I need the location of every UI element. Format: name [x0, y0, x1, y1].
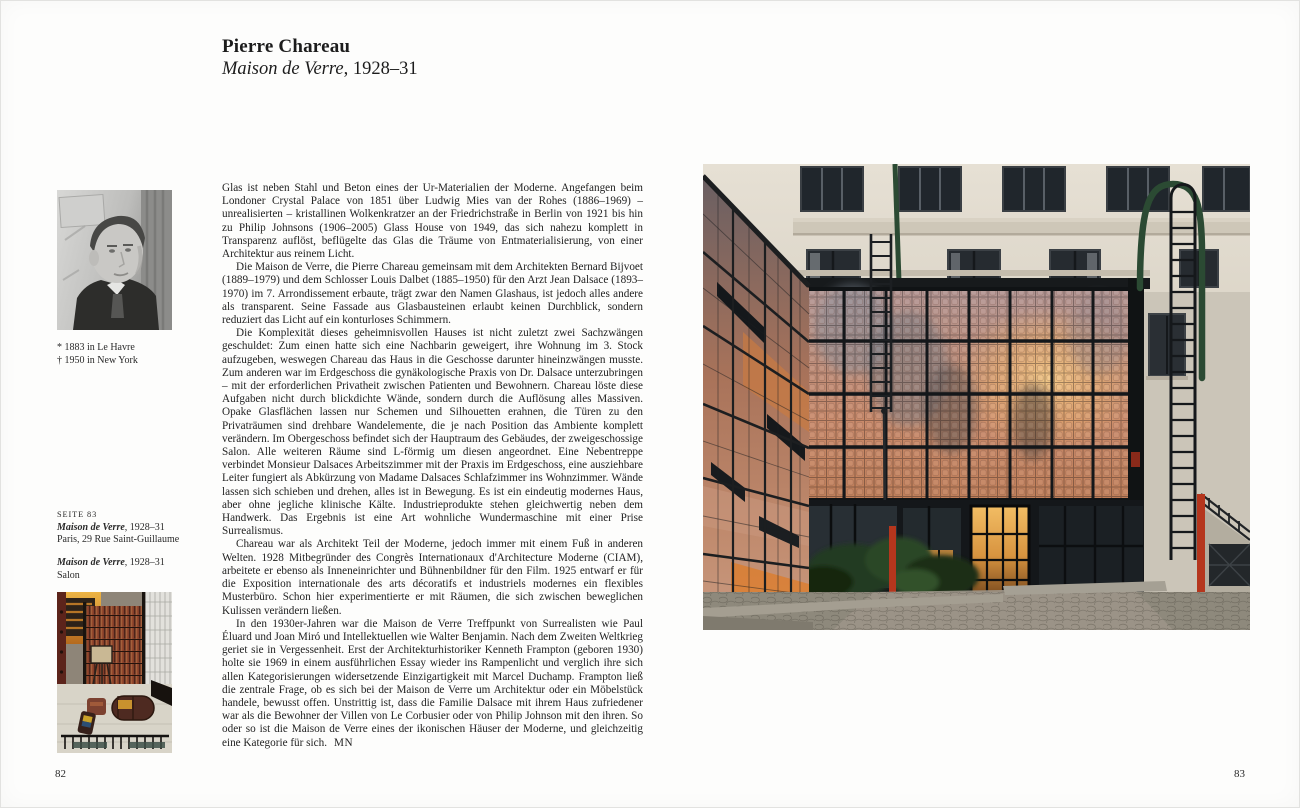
death-line: † 1950 in New York	[57, 355, 138, 366]
author-initials: MN	[334, 736, 354, 749]
architect-name: Pierre Chareau	[222, 36, 351, 57]
essay-text	[222, 182, 643, 750]
caption-title-line: Maison de Verre, 1928–31	[57, 521, 165, 533]
facade-photo-maison-de-verre	[703, 164, 1250, 630]
work-dates: , 1928–31	[343, 59, 418, 79]
paragraph: In den 1930er-Jahren war die Maison de Verre Treffpunkt von Surrealisten wie Paul Éluard und Joan Miró und Intellektuellen wie Walter Benjamin. Nach dem Zweiten Weltkrieg geriet sie in Vergessenheit. Erst der Architekturhistoriker Kenneth Frampton (geboren 1930) holte sie 1969 in einem ausführlichen Essay wieder ins Rampenlicht und verglich ihre sich allen Kategorisierungen widersetzende Einzigartigkeit mit Marcel Duchamp. Frampton ließ die zentrale Frage, ob es sich bei der Maison de Verre um Architektur oder ein Möbelstück handele, bewusst offen. Unstrittig ist, dass die Familie Dalsace mit ihrem Haus zufriedener war als die Bewohner der Villen von Le Corbusier oder von Philip Johnson mit den ihren. So oder so ist die Maison de Verre eines der ikonischen Häuser der Moderne, und gleichzeitig eine Kategorie für sich. MN	[222, 617, 643, 749]
entrance-door	[971, 506, 1029, 596]
caption-page-ref: SEITE 83	[57, 510, 98, 519]
portrait-photo-pierre-chareau	[57, 190, 172, 330]
work-title: Maison de Verre	[222, 59, 344, 79]
birth-line: * 1883 in Le Havre	[57, 342, 135, 353]
glass-block-wall	[796, 278, 1150, 500]
page-number-right: 83	[1234, 768, 1245, 780]
paragraph: Die Maison de Verre, die Pierre Chareau gemeinsam mit dem Architekten Bernard Bijvoet (1889–1979) und dem Schlosser Louis Dalbet (1885–1950) für den Arzt Jean Dalsace (1893–1970) im 7. Arrondissement erbaute, trägt zwar den Namen Glashaus, ist jedoch alles andere als transparent. Seine Fassade aus Glasbausteinen erlaubt keinen Durchblick, sondern reduziert das Licht auf ein konturloses Schimmern.	[222, 261, 643, 327]
chapter-header	[222, 36, 642, 80]
caption-facade	[57, 509, 179, 547]
caption-salon	[57, 557, 165, 582]
artist-life-dates	[57, 341, 138, 367]
caption-location: Paris, 29 Rue Saint-Guillaume	[57, 534, 180, 545]
paragraph: Chareau war als Architekt Teil der Moderne, jedoch immer mit einem Fuß in anderen Welten. 1928 Mitbegründer des Congrès Internationaux d'Architecture Moderne (CIAM), arbeitete er ebenso als Inneneinrichter und Bühnenbildner für den Film. 1925 entwarf er für die Exposition internationale des arts décoratifs et industriels modernes ein flexibles Musterbüro. Schon hier experimentierte er mit Räumen, die sich zwischen beweglichen Kulissen verändern ließen.	[222, 538, 643, 617]
caption-title-line: Maison de Verre, 1928–31	[57, 557, 165, 568]
paragraph: Die Komplexität dieses geheimnisvollen Hauses ist nicht zuletzt zwei Sachzwängen geschuldet: Zum einen hatte sich eine Nachbarin geweigert, ihre Wohnung im 3. Stock aufzugeben, weswegen Chareau das Haus in die Geschosse darunter hineinzwängen musste. Zum anderen war im Erdgeschoss die gynäkologische Praxis von Dr. Dalsace unterzubringen – mit der erforderlichen Privatheit zwischen Patienten und Bewohnern. Chareau löste diese Aufgaben nicht durch blickdichte Wände, sondern durch die Auflösung alles Massiven. Opake Glasflächen lassen nur Schemen und Silhouetten erahnen, die Türen zu den Privaträumen sind drehbare Wandelemente, die je nach Position das Ambiente komplett verändern. Im Obergeschoss befindet sich der Hauptraum des Gebäudes, der zweigeschossige Salon. Alle weiteren Räume sind L-förmig um diesen angeordnet. Eine Nebentreppe verbindet Monsieur Dalsaces Arbeitszimmer mit der Praxis im Erdgeschoss, eine ausziehbare Leiter fungiert als Abkürzung von Madame Dalsaces Schlafzimmer ins Wohnzimmer. Wände lassen sich schieben und drehen, alles ist in Bewegung. Es ist ein eindeutig modernes Haus, aber ohne jegliche klinische Kälte. Industrieprodukte stehen gleichwertig neben dem Handwerk. Das Ergebnis ist eine Art wohnliche Wundermaschine mit einer Prise Surrealismus.	[222, 327, 643, 538]
page-number-left: 82	[55, 768, 66, 780]
caption-location: Salon	[57, 569, 80, 581]
work-title-line	[222, 58, 642, 80]
paragraph: Glas ist neben Stahl und Beton eines der Ur-Materialien der Moderne. Angefangen beim Londoner Crystal Palace von 1851 über Ludwig Mies van der Rohes (1886–1969) – unrealisierten – kristallinen Wolkenkratzer an der Friedrichstraße in Berlin von 1921 bis hin zu Philip Johnsons (1906–2005) Glass House von 1949, das sich nahezu komplett in Transparenz auflöst, beflügelte das Glas die Träume von Entmaterialisierung, von einer Architektur aus reinem Licht.	[222, 182, 643, 261]
salon-photo	[57, 592, 172, 753]
